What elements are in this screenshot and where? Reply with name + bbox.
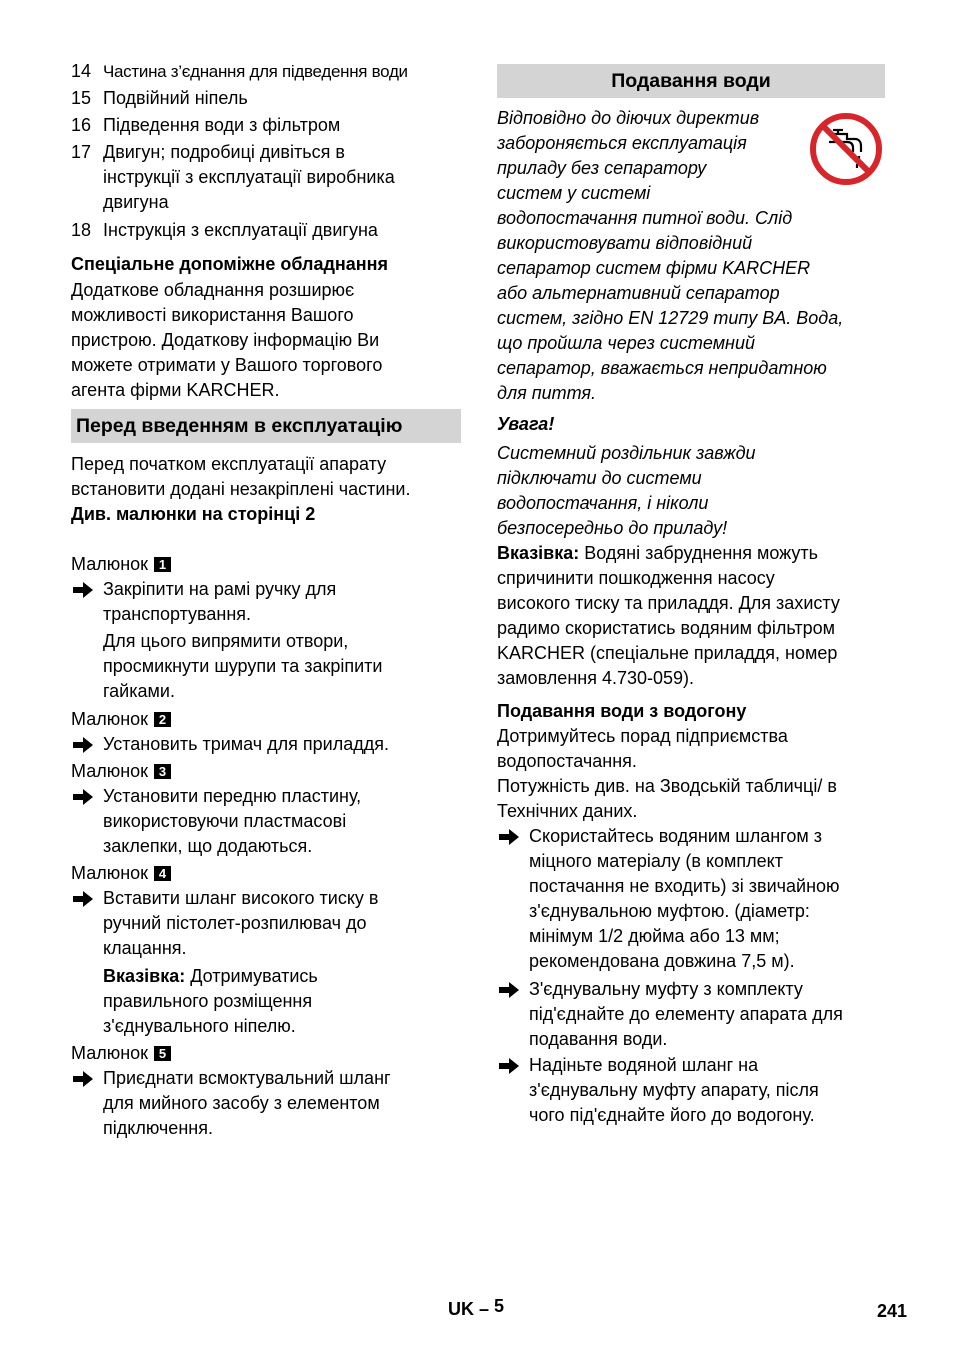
warning-line: підключати до системи	[497, 468, 702, 488]
step-line: Установить тримач для приладдя.	[103, 734, 389, 754]
water-supply-mains-heading: Подавання води з водогону	[497, 701, 747, 721]
directive-line: приладу без сепаратору	[497, 158, 707, 178]
directive-line: сепаратор, вважається непридатною	[497, 358, 827, 378]
list-text: Підведення води з фільтром	[103, 115, 341, 135]
note-line: спричинити пошкодження насосу	[497, 568, 775, 588]
figure-number-badge: 1	[154, 557, 171, 572]
arrow-right-icon	[71, 889, 95, 909]
paragraph-line: Дотримуйтесь порад підприємства	[497, 726, 788, 746]
step-line: Закріпити на рамі ручку для	[103, 579, 337, 599]
list-text: Інструкція з експлуатації двигуна	[103, 220, 378, 240]
list-text-continued: інструкції з експлуатації виробника	[103, 167, 395, 187]
step-line: З'єднувальну муфту з комплекту	[529, 979, 803, 999]
list-number: 16	[71, 115, 92, 135]
no-drinking-water-tap-icon	[809, 112, 883, 186]
figure-label-text: Малюнок	[71, 761, 149, 781]
step-line: постачання не входить) зі звичайною	[529, 876, 840, 896]
directive-line: що пройшла через системний	[497, 333, 755, 353]
figure-label	[71, 861, 171, 886]
step-line: Установити передню пластину,	[103, 786, 362, 806]
section-title-before-operation: Перед введенням в експлуатацію	[71, 409, 461, 443]
figure-label-text: Малюнок	[71, 1043, 149, 1063]
directive-line: Відповідно до діючих директив	[497, 108, 760, 128]
step-line: Скористайтесь водяним шлангом з	[529, 826, 822, 846]
step-line: підключення.	[103, 1118, 213, 1138]
step-line: з'єднувальну муфту апарату, після	[529, 1080, 819, 1100]
note-line	[103, 964, 318, 989]
note-label: Вказівка:	[497, 543, 580, 563]
list-text: Двигун; подробиці дивіться в	[103, 142, 345, 162]
step-line: використовуючи пластмасові	[103, 811, 347, 831]
step-line: Приєднати всмоктувальний шланг	[103, 1068, 391, 1088]
figure-label	[71, 552, 171, 577]
footer-local-page: 5	[494, 1296, 505, 1316]
step-detail-line: Для цього випрямити отвори,	[103, 631, 349, 651]
list-text: Подвійний ніпель	[103, 88, 248, 108]
note-line: замовлення 4.730-059).	[497, 668, 695, 688]
note-line: KARCHER (спеціальне приладдя, номер	[497, 643, 838, 663]
list-number: 14	[71, 61, 92, 81]
directive-line: для пиття.	[497, 383, 597, 403]
step-line: транспортування.	[103, 604, 252, 624]
paragraph-line: Перед початком експлуатації апарату	[71, 454, 387, 474]
note-text: Водяні забруднення можуть	[579, 543, 818, 563]
step-detail-line: гайками.	[103, 681, 175, 701]
step-line: ручний пістолет-розпилювач до	[103, 913, 367, 933]
arrow-right-icon	[497, 1056, 521, 1076]
step-line: Вставити шланг високого тиску в	[103, 888, 379, 908]
list-number: 15	[71, 88, 92, 108]
figure-number-badge: 4	[154, 866, 171, 881]
directive-line: використовувати відповідний	[497, 233, 753, 253]
paragraph-line: можете отримати у Вашого торгового	[71, 355, 383, 375]
warning-label: Увага!	[497, 414, 555, 434]
note-line: радимо скористатись водяним фільтром	[497, 618, 835, 638]
directive-line: водопостачання питної води. Слід	[497, 208, 793, 228]
warning-line: Системний роздільник завжди	[497, 443, 756, 463]
warning-line: безпосередньо до приладу!	[497, 518, 728, 538]
arrow-right-icon	[497, 827, 521, 847]
note-line: правильного розміщення	[103, 991, 313, 1011]
footer-section-code: UK	[448, 1299, 474, 1319]
list-item	[71, 59, 408, 84]
paragraph-line: можливості використання Вашого	[71, 305, 354, 325]
list-text-continued: двигуна	[103, 192, 169, 212]
list-text: Частина з’єднання для підведення води	[103, 62, 408, 81]
arrow-right-icon	[71, 580, 95, 600]
directive-line: або альтернативний сепаратор	[497, 283, 780, 303]
step-line: з'єднувальною муфтою. (діаметр:	[529, 901, 810, 921]
step-line: міцного матеріалу (в комплект	[529, 851, 783, 871]
footer-section-page	[448, 1296, 505, 1320]
step-line: чого під'єднайте його до водогону.	[529, 1105, 815, 1125]
paragraph-line: Потужність див. на Зводській табличці/ в	[497, 776, 837, 796]
section-title-water-supply: Подавання води	[497, 64, 885, 98]
figure-label-text: Малюнок	[71, 554, 149, 574]
arrow-right-icon	[71, 1069, 95, 1089]
figure-number-badge: 3	[154, 764, 171, 779]
paragraph-line: агента фірми KARCHER.	[71, 380, 280, 400]
directive-line: систем у системі	[497, 183, 651, 203]
step-line: клацання.	[103, 938, 187, 958]
figure-label	[71, 1041, 171, 1066]
figure-number-badge: 5	[154, 1046, 171, 1061]
step-line: для мийного засобу з елементом	[103, 1093, 380, 1113]
paragraph-line: встановити додані незакріплені частини.	[71, 479, 411, 499]
note-line: з'єднувального ніпелю.	[103, 1016, 296, 1036]
step-detail-line: просмикнути шурупи та закріпити	[103, 656, 383, 676]
figure-label-text: Малюнок	[71, 709, 149, 729]
list-item	[71, 113, 340, 138]
step-line: рекомендована довжина 7,5 м).	[529, 951, 795, 971]
list-number: 18	[71, 220, 92, 240]
arrow-right-icon	[71, 787, 95, 807]
paragraph-line: Додаткове обладнання розширює	[71, 280, 355, 300]
figure-label	[71, 759, 171, 784]
step-line: мінімум 1/2 дюйма або 13 мм;	[529, 926, 780, 946]
step-line: подавання води.	[529, 1029, 668, 1049]
list-item	[71, 218, 378, 243]
special-accessories-heading: Спеціальне допоміжне обладнання	[71, 254, 389, 274]
footer-dash: –	[479, 1299, 490, 1319]
list-item	[71, 140, 345, 165]
footer-page-number: 241	[877, 1301, 908, 1321]
step-line: Надіньте водяной шланг на	[529, 1055, 759, 1075]
arrow-right-icon	[71, 735, 95, 755]
figure-label	[71, 707, 171, 732]
note-line: високого тиску та приладдя. Для захисту	[497, 593, 840, 613]
figure-number-badge: 2	[154, 712, 171, 727]
paragraph-line: Технічних даних.	[497, 801, 638, 821]
directive-line: сепаратор систем фірми KARCHER	[497, 258, 811, 278]
paragraph-line: водопостачання.	[497, 751, 637, 771]
step-line: заклепки, що додаються.	[103, 836, 313, 856]
note-line	[497, 541, 818, 566]
directive-line: систем, згідно EN 12729 типу BA. Вода,	[497, 308, 844, 328]
note-label: Вказівка:	[103, 966, 186, 986]
see-pictures-note: Див. малюнки на сторінці 2	[71, 504, 316, 524]
list-item	[71, 86, 248, 111]
paragraph-line: пристрою. Додаткову інформацію Ви	[71, 330, 380, 350]
list-number: 17	[71, 142, 92, 162]
note-text: Дотримуватись	[185, 966, 318, 986]
warning-line: водопостачання, і ніколи	[497, 493, 709, 513]
figure-label-text: Малюнок	[71, 863, 149, 883]
step-line: під'єднайте до елементу апарата для	[529, 1004, 843, 1024]
arrow-right-icon	[497, 980, 521, 1000]
directive-line: забороняється експлуатація	[497, 133, 747, 153]
